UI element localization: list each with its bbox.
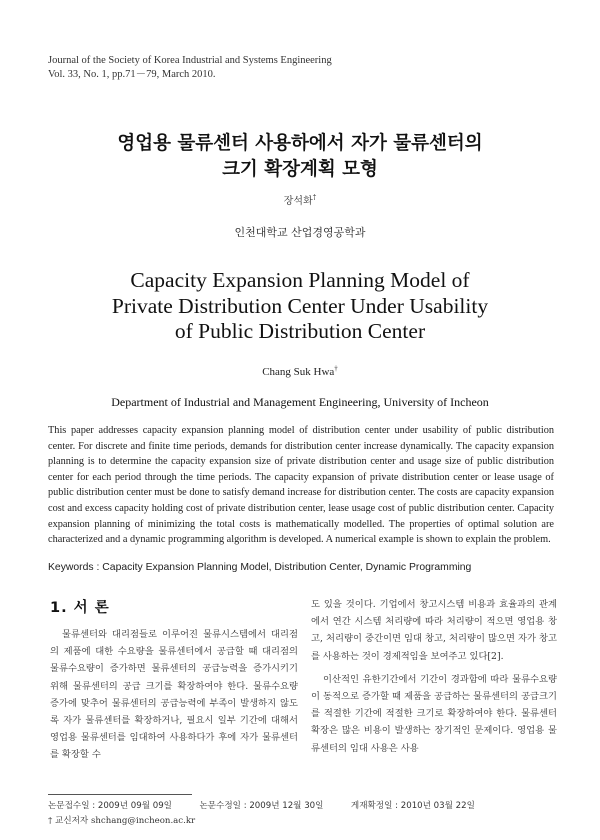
corresponding-author-email: 교신저자 shchang@incheon.ac.kr [55, 816, 196, 826]
body-paragraph: 이산적인 유한기간에서 기간이 경과함에 따라 물류수요량이 동적으로 증가할 때 제품을 공급하는 물류센터의 공급크기를 적절한 기간에 적절한 크기로 확장하여야 한다. 물류센터 확장은 많은 비용이 발생하는 장기적인 문제이다. 영업용 물류센터의 임대 사용은 사용 [311, 673, 557, 754]
english-title-line-1: Capacity Expansion Planning Model of [130, 268, 470, 292]
english-author [0, 366, 600, 378]
footnote-divider [48, 794, 192, 795]
journal-name: Journal of the Society of Korea Industrial and Systems Engineering [48, 55, 332, 66]
publication-dates [48, 799, 568, 811]
keywords [48, 562, 558, 573]
corresponding-author-note [48, 814, 195, 826]
keywords-separator: : [93, 562, 103, 573]
abstract-text: This paper addresses capacity expansion planning model of distribution center under usability of public distribution center. For discrete and finite time periods, demands for distribution center increase dynamically. The capacity expansion planning is to determine the capacity expansion size of private distribution center and usage size of public distribution center for each period through the time periods. The capacity expansion of private distribution center or lease usage of public distribution center must be done to satisfy demand increase for distribution center. The costs are capacity expansion cost and excess capacity holding cost of private distribution center, lease usage cost of public distribution center. Capacity expansion planning of minimizing the total costs is mathematically modelled. The properties of optimal solution are characterized and a dynamic programming algorithm is developed. A numerical example is shown to explain the problem. [48, 425, 554, 546]
english-title [0, 268, 600, 345]
received-date: 논문접수일 : 2009년 09월 09일 [48, 801, 172, 811]
section-heading-introduction: 1. 서 론 [50, 600, 110, 616]
corresponding-author-note-mark: † [48, 816, 53, 826]
korean-title [0, 131, 600, 183]
journal-info [48, 54, 332, 82]
english-title-line-3: of Public Distribution Center [174, 319, 426, 343]
abstract [48, 423, 554, 548]
english-affiliation: Department of Industrial and Management Engineering, University of Incheon [111, 395, 489, 409]
english-title-line-2: Private Distribution Center Under Usability [111, 293, 489, 318]
body-paragraph: 도 있을 것이다. 기업에서 창고시스템 비용과 효율과의 관계에서 연간 시스템 처리량에 따라 처리량이 적으면 영업용 창고, 처리량이 중간이면 임대 창고, 처리량이 많으면 자가 창고를 사용하는 것이 경제적임을 보여주고 있다[2]. [311, 599, 557, 662]
korean-title-line-1: 영업용 물류센터 사용하에서 자가 물류센터의 [117, 133, 483, 154]
corresponding-author-mark-en: † [334, 364, 338, 373]
corresponding-author-mark: † [312, 193, 317, 202]
korean-title-line-2: 크기 확장계획 모형 [222, 159, 378, 180]
keywords-label: Keywords [48, 562, 94, 573]
keywords-text: Capacity Expansion Planning Model, Distribution Center, Dynamic Programming [102, 562, 472, 573]
accepted-date: 게재확정일 : 2010년 03월 22일 [350, 801, 475, 811]
body-paragraph: 물류센터와 대리점들로 이루어진 물류시스템에서 대리점의 제품에 대한 수요량을 물류센터에서 공급할 때 대리점의 물류수요량이 증가하면 물류센터의 공급능력을 증가시키기 위해 물류센터의 공급 크기를 확장하여야 한다. 물류수요량 증가에 맞추어 물류센터의 공급능력에 부족이 발생하지 않도록 자가 물류센터를 확장하거나, 필요시 일부 기간에 대해서 영업용 물류센터를 임대하여 사용하다가 후에 자가 물류센터를 확장할 수 [50, 629, 298, 761]
journal-volume: Vol. 33, No. 1, pp.71－79, March 2010. [48, 69, 216, 80]
body-column-left [50, 626, 298, 764]
body-column-right [311, 596, 557, 757]
korean-affiliation: 인천대학교 산업경영공학과 [234, 226, 366, 239]
korean-author-name: 장석화 [283, 196, 313, 207]
korean-author [0, 192, 600, 207]
revised-date: 논문수정일 : 2009년 12월 30일 [199, 801, 324, 811]
english-author-name: Chang Suk Hwa [262, 366, 335, 378]
